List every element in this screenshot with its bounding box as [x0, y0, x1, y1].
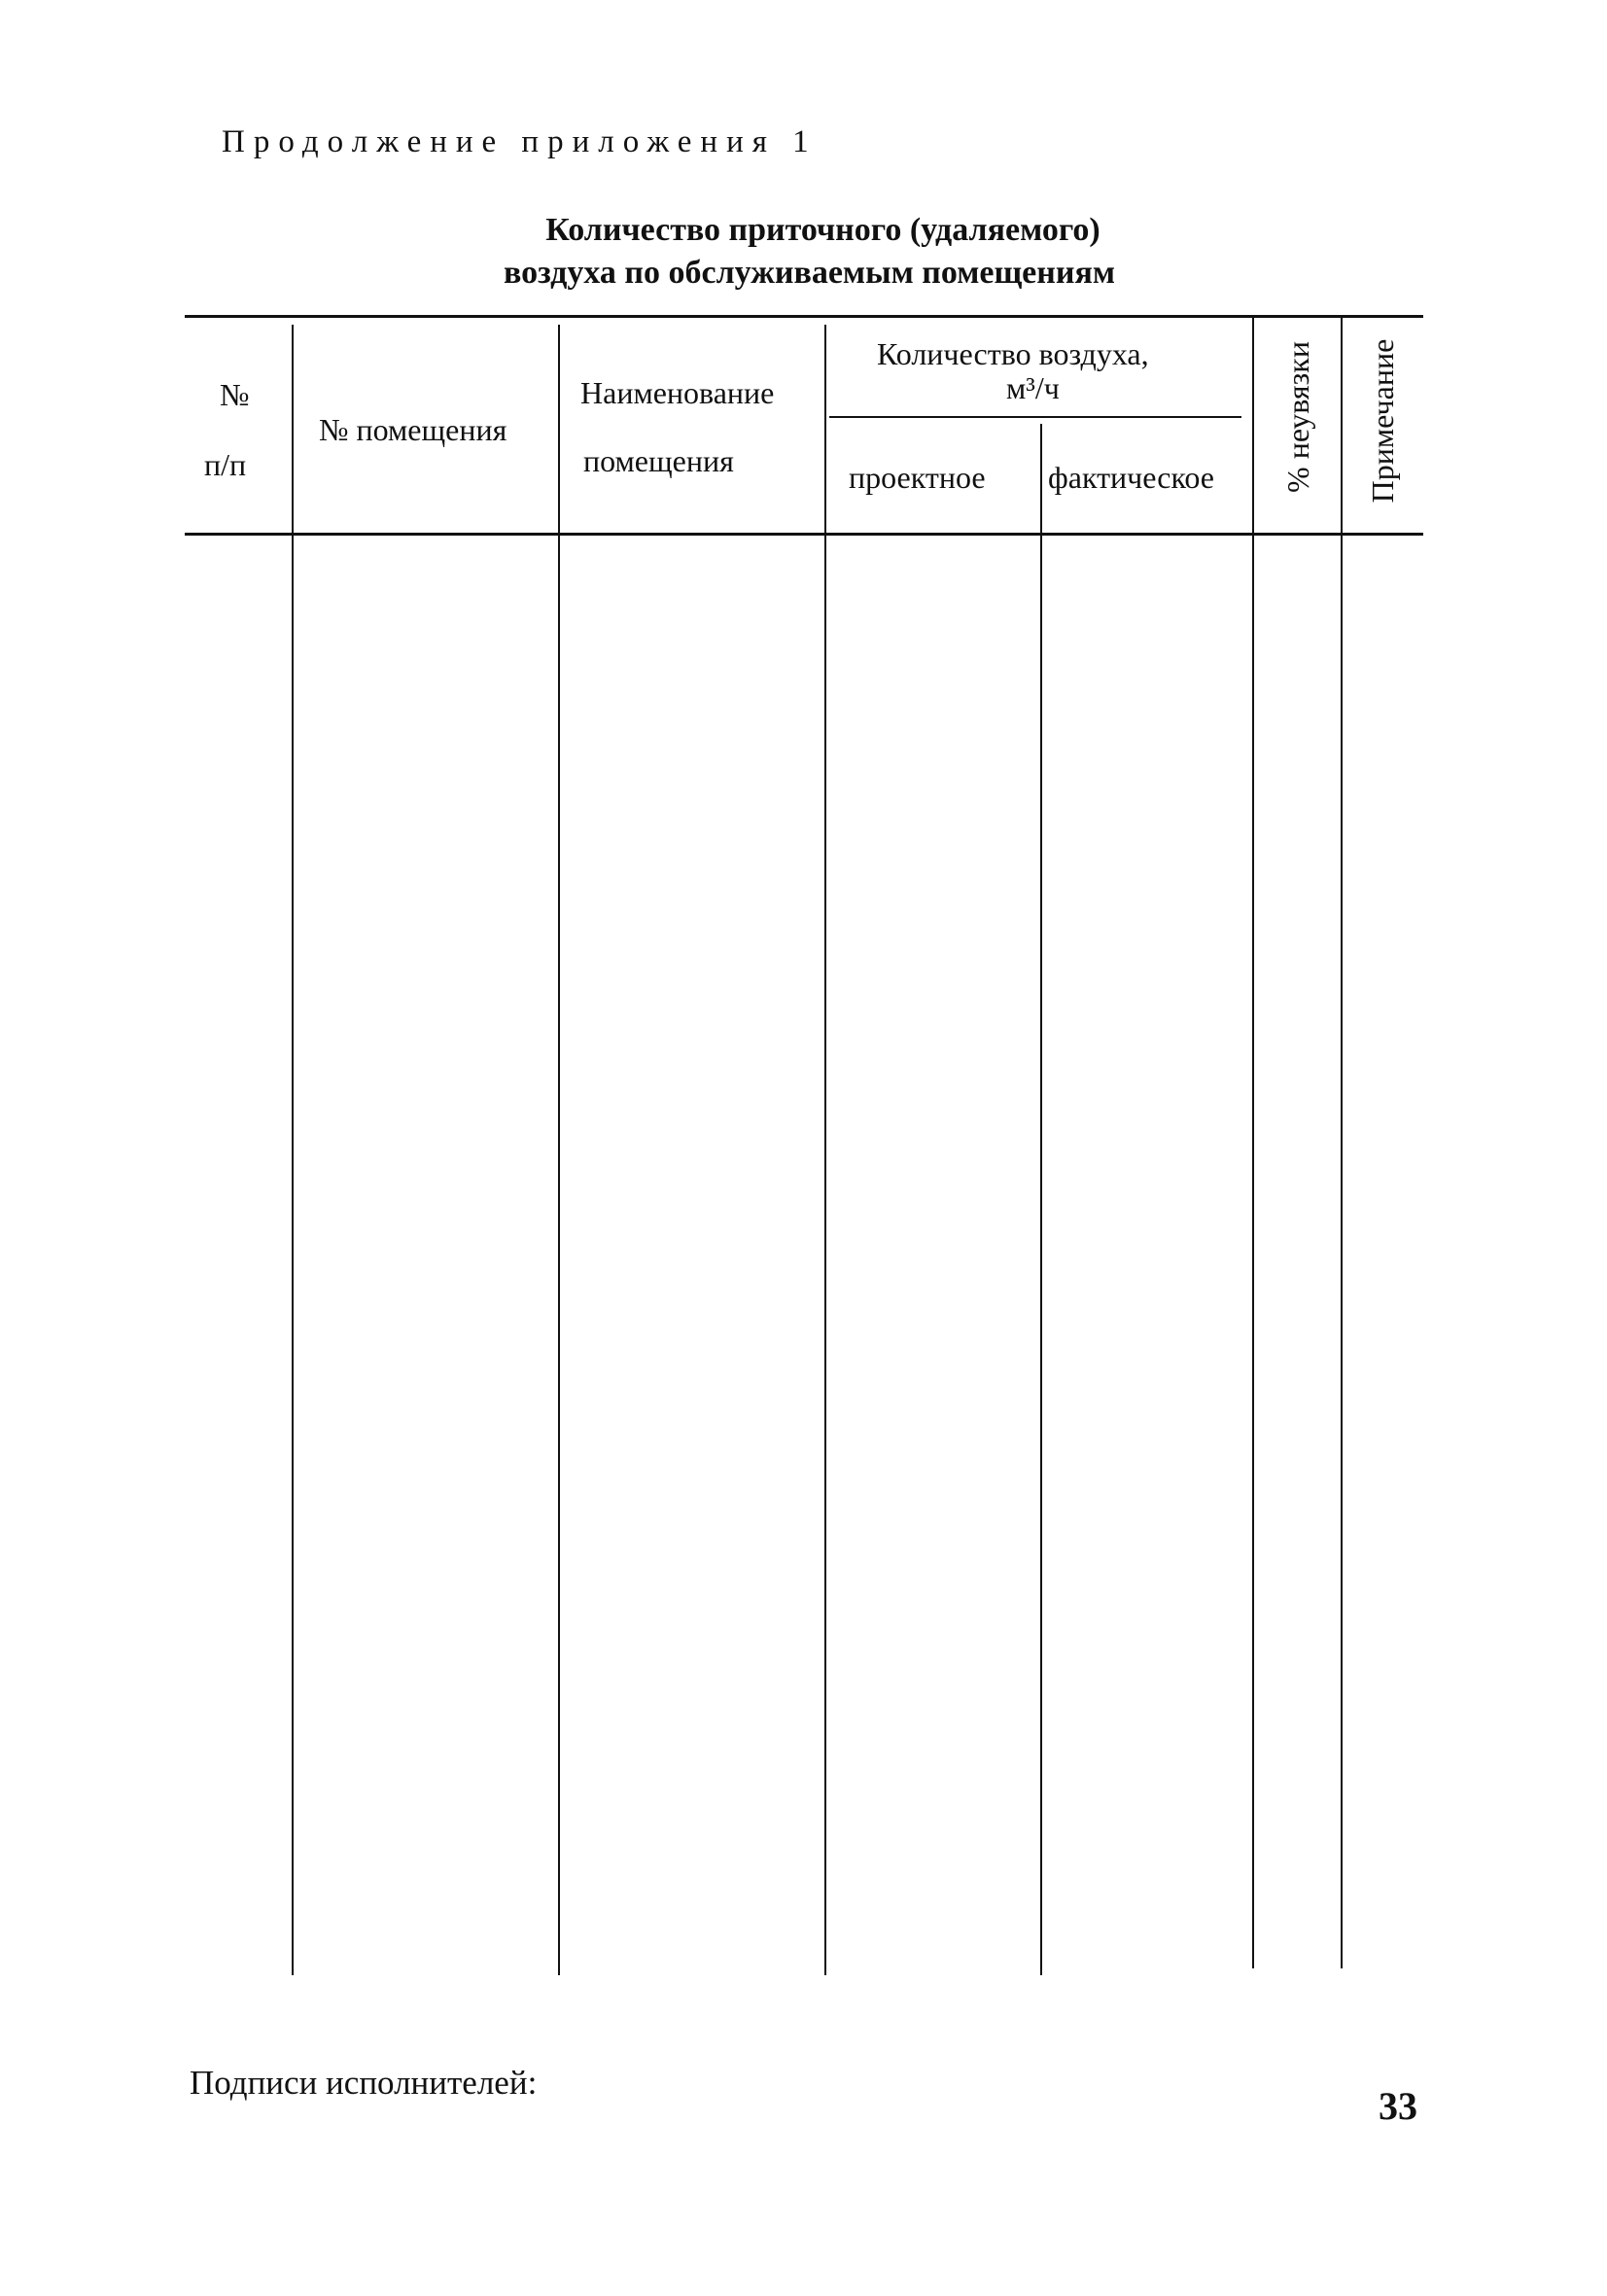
table-title-line-2: воздуха по обслуживаемым помещениям	[503, 255, 1116, 291]
performer-signatures-label: Подписи исполнителей:	[190, 2064, 538, 2102]
header-air-unit: м³/ч	[1006, 370, 1060, 405]
header-note: Примечание	[1365, 338, 1400, 504]
page-number: 33	[1379, 2084, 1417, 2128]
table-title-line-1: Количество приточного (удаляемого)	[545, 212, 1100, 248]
subheader-rule	[829, 416, 1241, 418]
column-divider-2	[558, 325, 560, 1975]
header-no: №	[220, 377, 250, 412]
header-room-number: № помещения	[319, 412, 507, 447]
column-divider-4	[1040, 424, 1042, 1975]
column-divider-1	[292, 325, 294, 1975]
header-room-name-2: помещения	[583, 443, 734, 478]
column-divider-5	[1252, 318, 1254, 1968]
header-mismatch-percent: % неувязки	[1280, 341, 1315, 493]
table-top-rule	[185, 315, 1423, 318]
header-actual: фактическое	[1048, 460, 1214, 495]
header-room-name-1: Наименование	[580, 375, 775, 410]
header-design: проектное	[849, 460, 986, 495]
column-divider-3	[824, 325, 826, 1975]
header-air-quantity: Количество воздуха,	[877, 336, 1149, 371]
column-divider-6	[1341, 318, 1343, 1968]
header-pp: п/п	[204, 447, 247, 482]
header-bottom-rule	[185, 533, 1423, 536]
appendix-continuation: Продолжение приложения 1	[222, 124, 818, 159]
